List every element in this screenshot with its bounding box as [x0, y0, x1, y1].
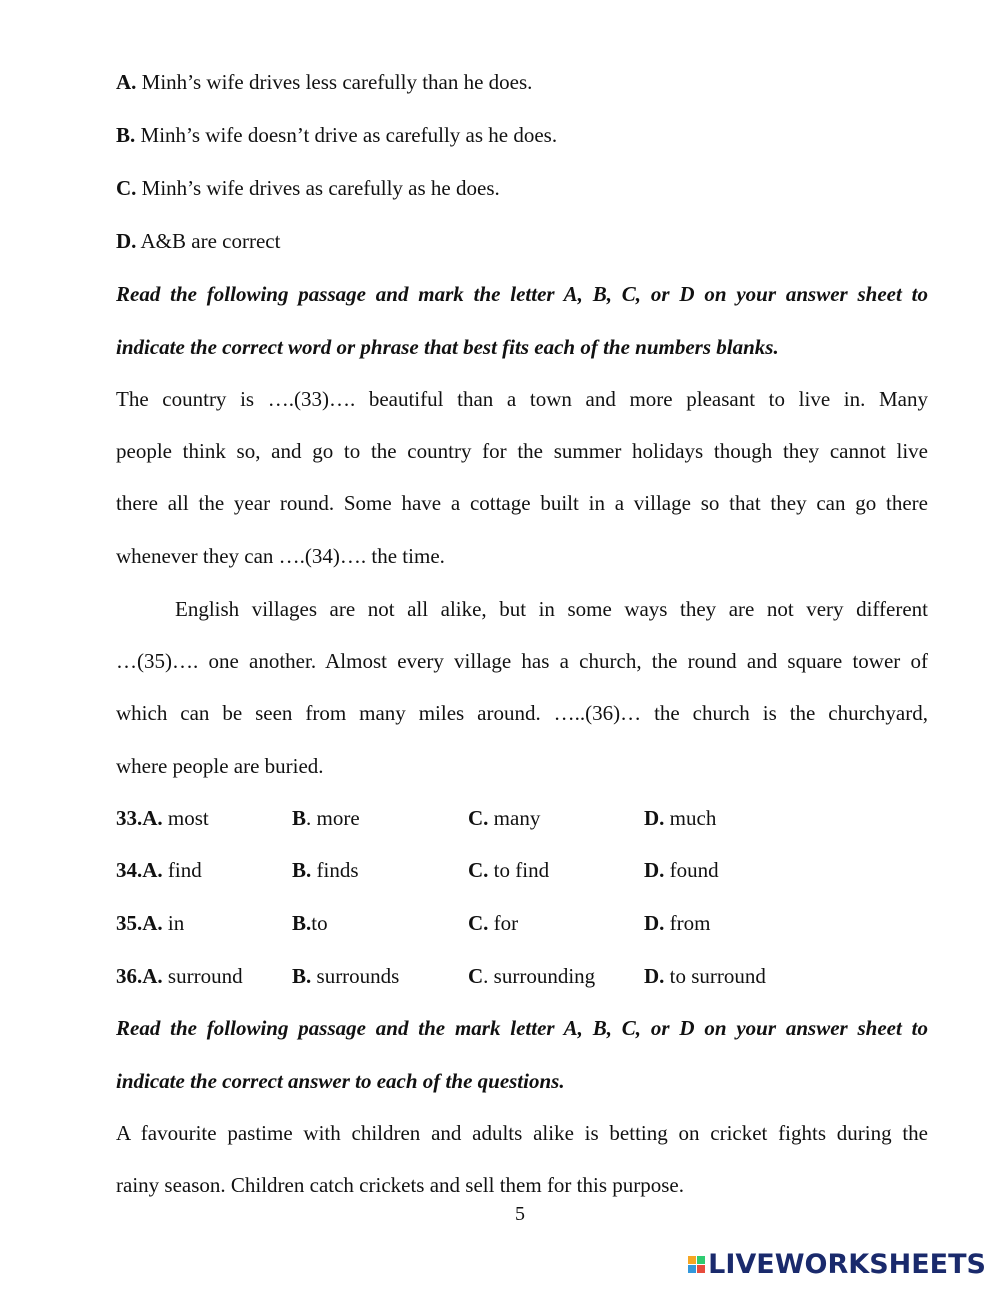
answer-option: 35.A. in — [116, 911, 185, 935]
passage-line: rainy season. Children catch crickets and sell them for this purpose. — [116, 1173, 685, 1197]
answer-option: B. surrounds — [292, 964, 400, 988]
passage-line: English villages are not all alike, but in some ways they are not very different — [175, 597, 928, 621]
passage-line: where people are buried. — [116, 754, 324, 778]
answer-option: D. from — [644, 911, 711, 935]
instruction-line: Read the following passage and mark the letter A, B, C, or D on your answer sheet to — [116, 282, 928, 306]
passage-line: …(35)…. one another. Almost every village has a church, the round and square tower of — [116, 649, 928, 673]
logo-icon — [688, 1256, 705, 1273]
liveworksheets-logo[interactable] — [688, 1249, 986, 1280]
instruction-line: indicate the correct word or phrase that best fits each of the numbers blanks. — [116, 335, 779, 359]
option-a: A. Minh’s wife drives less carefully than he does. — [116, 70, 533, 94]
passage-line: people think so, and go to the country for the summer holidays though they cannot live — [116, 439, 928, 463]
passage-line: whenever they can ….(34)…. the time. — [116, 544, 445, 568]
answer-option: C. many — [468, 806, 541, 830]
answer-option: D. to surround — [644, 964, 766, 988]
page-number: 5 — [515, 1203, 525, 1225]
answer-option: B. more — [292, 806, 360, 830]
passage-line: there all the year round. Some have a cottage built in a village so that they can go there — [116, 491, 928, 515]
option-b: B. Minh’s wife doesn’t drive as carefully as he does. — [116, 123, 558, 147]
passage-line: A favourite pastime with children and adults alike is betting on cricket fights during the — [116, 1121, 928, 1145]
option-d: D. A&B are correct — [116, 229, 281, 253]
answer-option: B. finds — [292, 858, 359, 882]
answer-option: C. for — [468, 911, 519, 935]
passage-line: which can be seen from many miles around. …..(36)… the church is the churchyard, — [116, 701, 928, 725]
instruction-line: indicate the correct answer to each of the questions. — [116, 1069, 565, 1093]
answer-option: 33.A. most — [116, 806, 209, 830]
answer-option: D. found — [644, 858, 719, 882]
passage-line: The country is ….(33)…. beautiful than a town and more pleasant to live in. Many — [116, 387, 928, 411]
logo-text: LIVEWORKSHEETS — [708, 1249, 986, 1280]
answer-option: B.to — [292, 911, 328, 935]
answer-option: 34.A. find — [116, 858, 202, 882]
option-c: C. Minh’s wife drives as carefully as he does. — [116, 176, 500, 200]
instruction-line: Read the following passage and the mark letter A, B, C, or D on your answer sheet to — [116, 1016, 928, 1040]
answer-option: C. to find — [468, 858, 550, 882]
answer-option: 36.A. surround — [116, 964, 243, 988]
answer-option: D. much — [644, 806, 717, 830]
answer-option: C. surrounding — [468, 964, 596, 988]
